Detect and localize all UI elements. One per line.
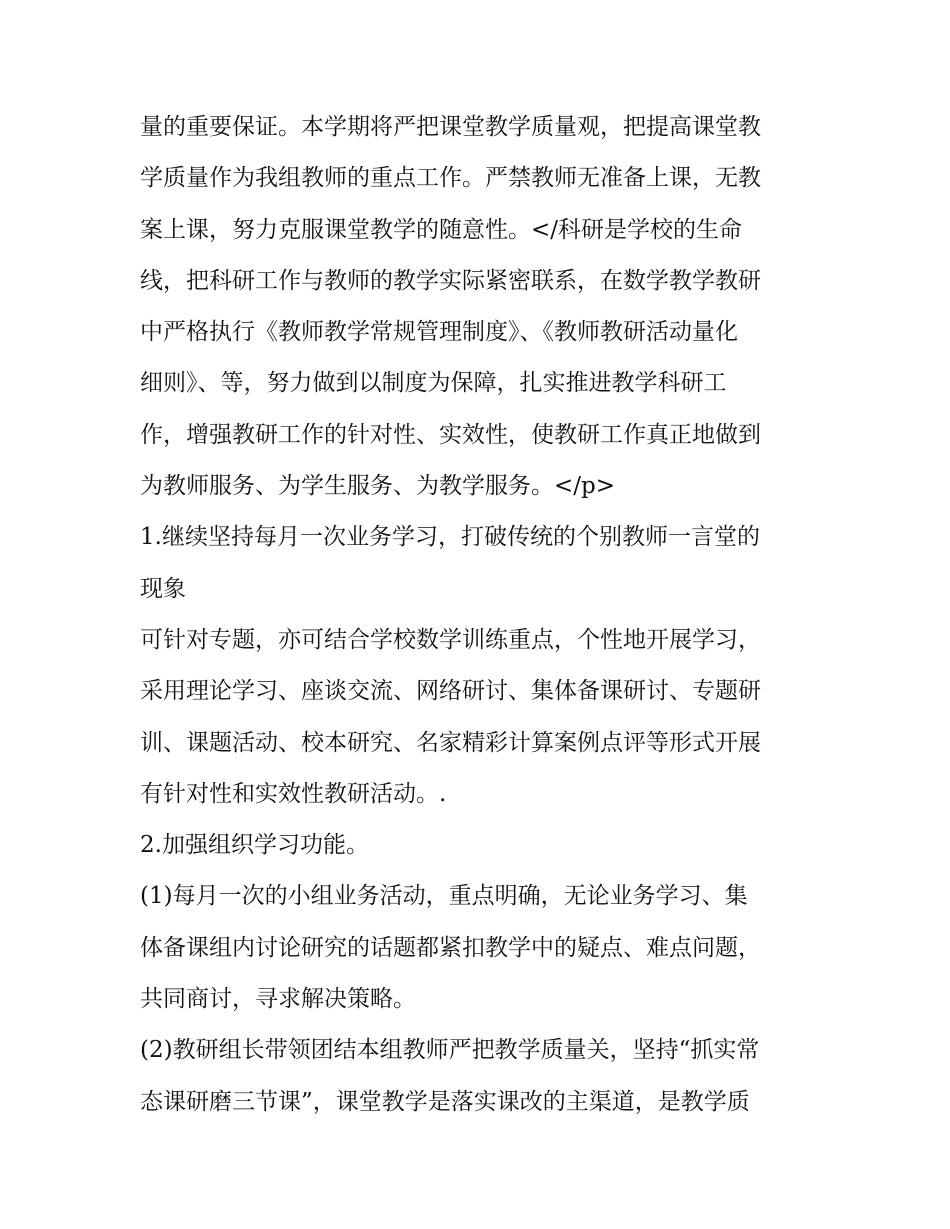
text-line: 训、课题活动、校本研究、名家精彩计算案例点评等形式开展 xyxy=(140,729,761,756)
text-line: 可针对专题，亦可结合学校数学训练重点，个性地开展学习， xyxy=(140,626,761,653)
text-line: 线，把科研工作与教师的教学实际紧密联系，在数学教学教研 xyxy=(140,267,761,294)
text-line: 学质量作为我组教师的重点工作。严禁教师无准备上课，无教 xyxy=(140,165,761,192)
list-item-2: (2)教研组长带领团结本组教师严把教学质量关，坚持“抓实常 xyxy=(140,1037,760,1064)
document-body xyxy=(140,102,820,1128)
text-line: 中严格执行《教师教学常规管理制度》、《教师教研活动量化 xyxy=(140,319,738,346)
list-item-1: (1)每月一次的小组业务活动，重点明确，无论业务学习、集 xyxy=(140,883,748,910)
text-line: 案上课，努力克服课堂教学的随意性。</科研是学校的生命 xyxy=(140,216,743,243)
text-line: 共同商讨，寻求解决策略。 xyxy=(140,986,416,1013)
text-line: 作，增强教研工作的针对性、实效性，使教研工作真正地做到 xyxy=(140,421,761,448)
section-heading-2: 2.加强组织学习功能。 xyxy=(140,832,369,859)
text-line: 现象 xyxy=(140,575,186,602)
text-line: 量的重要保证。本学期将严把课堂教学质量观，把提高课堂教 xyxy=(140,114,761,140)
text-line: 细则》、等，努力做到以制度为保障，扎实推进教学科研工 xyxy=(140,370,727,397)
text-line: 体备课组内讨论研究的话题都紧扣教学中的疑点、难点问题， xyxy=(140,934,761,961)
text-line: 有针对性和实效性教研活动。. xyxy=(140,780,447,807)
text-line: 态课研磨三节课”，课堂教学是落实课改的主渠道，是教学质 xyxy=(140,1088,750,1115)
text-line: 采用理论学习、座谈交流、网络研讨、集体备课研讨、专题研 xyxy=(140,678,761,705)
text-line: 为教师服务、为学生服务、为教学服务。</p> xyxy=(140,473,616,500)
section-heading-1: 1.继续坚持每月一次业务学习，打破传统的个别教师一言堂的 xyxy=(140,524,760,551)
